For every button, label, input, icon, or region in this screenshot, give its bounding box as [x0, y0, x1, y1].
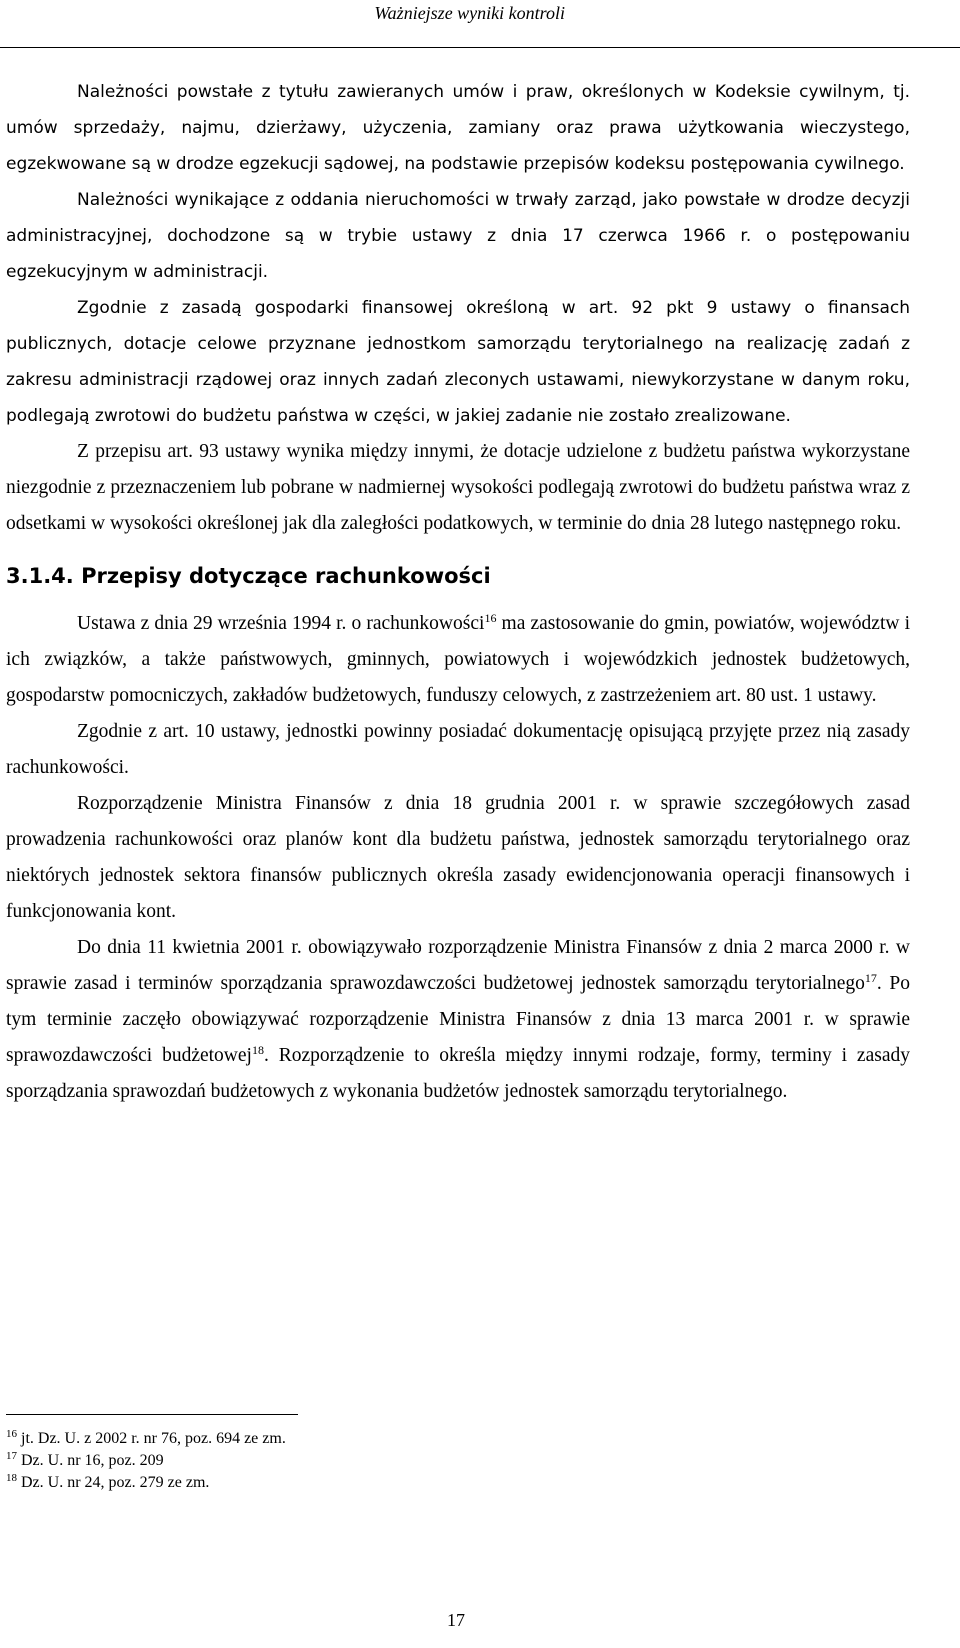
paragraph-accounting-act: Ustawa z dnia 29 września 1994 r. o rachunkowości$^{16}$ ma zastosowanie do gmin, powiatów, województw i ich związków, a także państwowych, gminnych, powiatowych i wojewódzkich jednostek budżetowych, gospodarstw pomocniczych, zakładów budżetowych, funduszy celowych, z zastrzeżeniem art. 80 ust. 1 ustawy. — [6, 611, 910, 706]
page-number: 17 — [447, 1610, 465, 1630]
paragraph-article-93: Z przepisu art. 93 ustawy wynika między innymi, że dotacje udzielone z budżetu państwa wykorzystane niezgodnie z przeznaczeniem lub pobrane w nadmiernej wysokości podlegają zwrotowi do budżetu państwa wraz z odsetkami w wysokości określonej jak dla zaległości podatkowych, w terminie do dnia 28 lutego następnego roku. — [6, 441, 910, 534]
footnote-18: $^{18}$ Dz. U. nr 24, poz. 279 ze zm. — [6, 1472, 210, 1491]
footnote-ref-18: 18 — [251, 1043, 264, 1057]
footnote-ref-17: 17 — [864, 971, 877, 985]
paragraph-budget-reporting: Do dnia 11 kwietnia 2001 r. obowiązywało rozporządzenie Ministra Finansów z dnia 2 marca 2000 r. w sprawie zasad i terminów sporządzania sprawozdawczości budżetowej jednostek samorządu terytorialnego$^{17}$. Po tym terminie zaczęło obowiązywać rozporządzenie Ministra Finansów z dnia 13 marca 2001 r. w sprawie sprawozdawczości budżetowej$^{18}$. Rozporządzenie to określa między innymi rodzaje, formy, terminy i zasady sporządzania sprawozdań budżetowych z wykonania budżetów jednostek samorządu terytorialnego. — [6, 937, 910, 1102]
footnote-ref-16: 16 — [484, 611, 497, 625]
paragraph-property-management-receivables: Należności wynikające z oddania nieruchomości w trwały zarząd, jako powstałe w drodze decyzji administracyjnej, dochodzone są w trybie ustawy z dnia 17 czerwca 1966 r. o postępowaniu egzekucyjnym w administracji. — [6, 190, 910, 282]
running-header-title: Ważniejsze wyniki kontroli — [374, 3, 565, 23]
section-heading: 3.1.4. Przepisy dotyczące rachunkowości — [6, 564, 491, 588]
paragraph-article-10: Zgodnie z art. 10 ustawy, jednostki powinny posiadać dokumentację opisującą przyjęte przez nią zasady rachunkowości. — [6, 721, 910, 778]
paragraph-targeted-subsidies-return: Zgodnie z zasadą gospodarki finansowej określoną w art. 92 pkt 9 ustawy o finansach publicznych, dotacje celowe przyznane jednostkom samorządu terytorialnego na realizację zadań z zakresu administracji rządowej oraz innych zadań zleconych ustawami, niewykorzystane w danym roku, podlegają zwrotowi do budżetu państwa w części, w jakiej zadanie nie zostało zrealizowane. — [6, 298, 910, 426]
page-header — [0, 0, 960, 48]
footnote-17: $^{17}$ Dz. U. nr 16, poz. 209 — [6, 1450, 164, 1469]
main-text — [6, 74, 910, 1110]
footnotes — [6, 1428, 286, 1494]
paragraph-regulation-2001: Rozporządzenie Ministra Finansów z dnia 18 grudnia 2001 r. w sprawie szczegółowych zasad prowadzenia rachunkowości oraz planów kont dla budżetu państwa, jednostek samorządu terytorialnego oraz niektórych jednostek sektora finansów publicznych określa zasady ewidencjonowania operacji finansowych i funkcjonowania kont. — [6, 793, 910, 922]
footnote-16: $^{16}$ jt. Dz. U. z 2002 r. nr 76, poz. 694 ze zm. — [6, 1428, 286, 1447]
paragraph-civil-law-receivables: Należności powstałe z tytułu zawieranych umów i praw, określonych w Kodeksie cywilnym, tj. umów sprzedaży, najmu, dzierżawy, użyczenia, zamiany oraz prawa użytkowania wieczystego, egzekwowane są w drodze egzekucji sądowej, na podstawie przepisów kodeksu postępowania cywilnego. — [6, 82, 910, 174]
footnote-separator — [6, 1414, 298, 1415]
